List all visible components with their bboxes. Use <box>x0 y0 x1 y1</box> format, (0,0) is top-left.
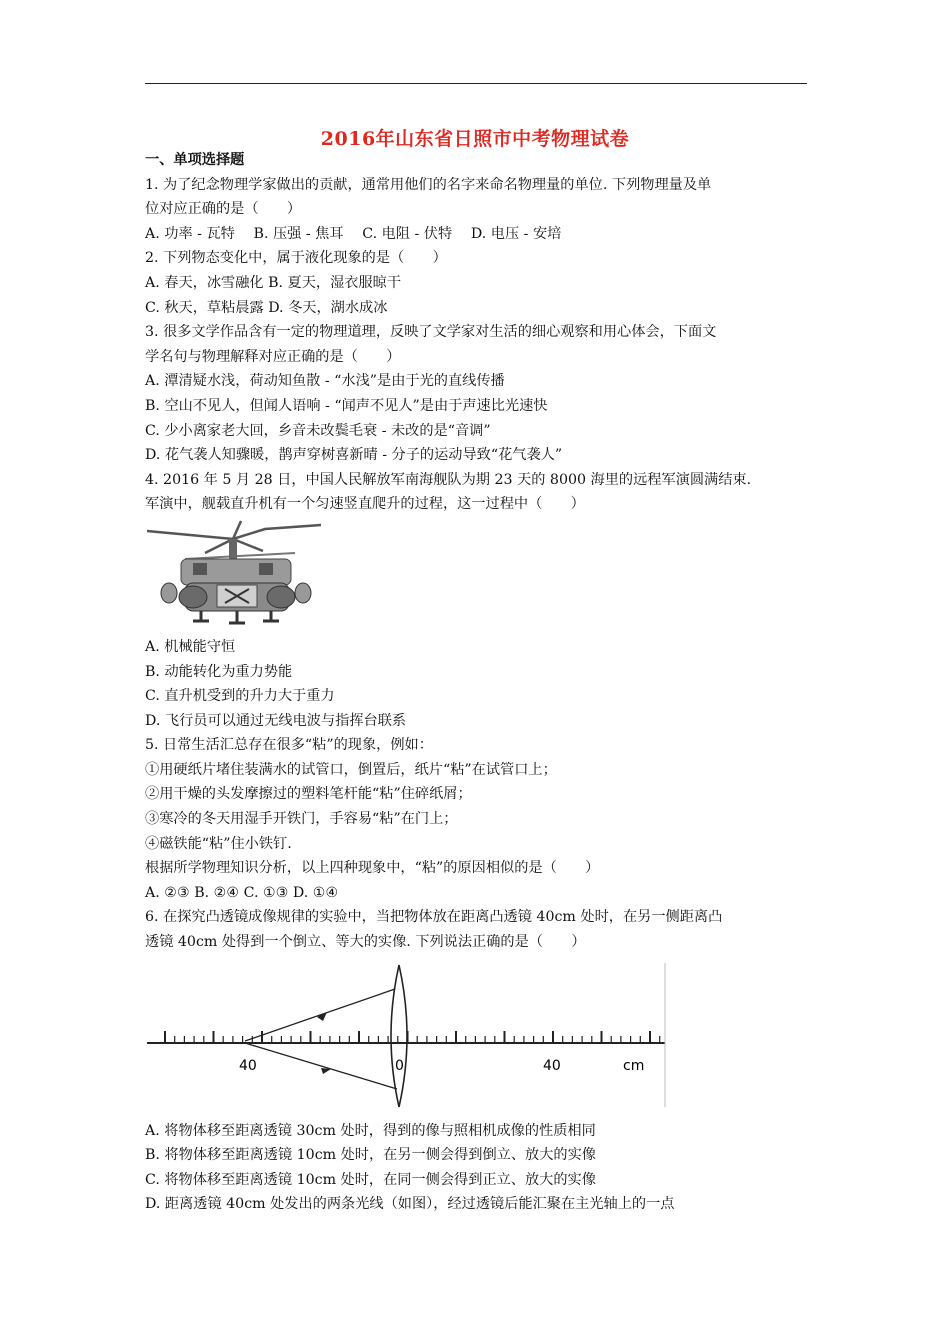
q5-options: A. ②③ B. ②④ C. ①③ D. ①④ <box>145 884 339 901</box>
q5-question: 根据所学物理知识分析，以上四种现象中，“粘”的原因相似的是（ ） <box>145 860 600 877</box>
q3-option-a: A. 潭清疑水浅，荷动知鱼散 - “水浅”是由于光的直线传播 <box>145 373 505 390</box>
q6-option-b: B. 将物体移至距离透镜 10cm 处时，在另一侧会得到倒立、放大的实像 <box>145 1147 596 1164</box>
q2-stem: 2. 下列物态变化中，属于液化现象的是（ ） <box>145 250 447 267</box>
convex-lens <box>391 965 407 1107</box>
exam-body <box>145 148 815 1217</box>
q3-option-c: C. 少小离家老大回，乡音未改鬓毛衰 - 未改的是“音调” <box>145 422 491 439</box>
q5-item-2: ②用干燥的头发摩擦过的塑料笔杆能“粘”住碎纸屑； <box>145 786 472 803</box>
helicopter-figure <box>145 519 325 627</box>
section-heading: 一、单项选择题 <box>145 152 245 168</box>
label-center-0: 0 <box>395 1057 404 1074</box>
label-left-40: 40 <box>239 1057 257 1074</box>
q4-stem-line2: 军演中，舰载直升机有一个匀速竖直爬升的过程，这一过程中（ ） <box>145 496 585 513</box>
q6-stem-line2: 透镜 40cm 处得到一个倒立、等大的实像. 下列说法正确的是（ ） <box>145 934 586 951</box>
q4-option-b: B. 动能转化为重力势能 <box>145 663 293 680</box>
q3-stem-line2: 学名句与物理解释对应正确的是（ ） <box>145 348 401 365</box>
q6-option-d: D. 距离透镜 40cm 处发出的两条光线（如图），经过透镜后能汇聚在主光轴上的一点 <box>145 1196 675 1213</box>
page-title: 2016年山东省日照市中考物理试卷 <box>320 128 630 150</box>
question-3 <box>145 320 815 468</box>
question-6 <box>145 905 815 1217</box>
q1-stem-line2: 位对应正确的是（ ） <box>145 201 302 218</box>
q3-option-b: B. 空山不见人，但闻人语响 - “闻声不见人”是由于声速比光速快 <box>145 397 548 414</box>
q2-options-cd: C. 秋天，草粘晨露 D. 冬天，湖水成冰 <box>145 299 388 316</box>
q6-option-a: A. 将物体移至距离透镜 30cm 处时，得到的像与照相机成像的性质相同 <box>145 1122 596 1139</box>
q4-option-d: D. 飞行员可以通过无线电波与指挥台联系 <box>145 712 407 729</box>
q5-item-4: ④磁铁能“粘”住小铁钉. <box>145 835 292 852</box>
ray-upper <box>245 989 395 1041</box>
header-rule <box>145 83 807 84</box>
q3-option-d: D. 花气袭人知骤暖，鹊声穿树喜新晴 - 分子的运动导致“花气袭人” <box>145 447 563 464</box>
q4-option-c: C. 直升机受到的升力大于重力 <box>145 688 335 705</box>
q4-stem-line1: 4. 2016 年 5 月 28 日，中国人民解放军南海舰队为期 23 天的 8000 海里的远程军演圆满结束. <box>145 471 752 488</box>
q5-item-1: ①用硬纸片堵住装满水的试管口，倒置后，纸片“粘”在试管口上； <box>145 761 557 778</box>
q4-option-a: A. 机械能守恒 <box>145 638 236 655</box>
question-4 <box>145 468 815 734</box>
q1-options: A. 功率 - 瓦特 B. 压强 - 焦耳 C. 电阻 - 伏特 D. 电压 - 安培 <box>145 225 562 242</box>
question-5 <box>145 733 815 905</box>
scale-ticks <box>165 1031 660 1043</box>
label-unit-cm: cm <box>623 1057 645 1074</box>
q6-option-c: C. 将物体移至距离透镜 10cm 处时，在同一侧会得到正立、放大的实像 <box>145 1171 596 1188</box>
q2-options-ab: A. 春天，冰雪融化 B. 夏天，湿衣服晾干 <box>145 274 402 291</box>
question-1 <box>145 173 815 247</box>
q6-stem-line1: 6. 在探究凸透镜成像规律的实验中，当把物体放在距离凸透镜 40cm 处时，在另一侧距离凸 <box>145 909 723 926</box>
question-2 <box>145 246 815 320</box>
q5-stem: 5. 日常生活汇总存在很多“粘”的现象，例如： <box>145 737 433 754</box>
lens-figure <box>145 961 670 1109</box>
q1-stem-line1: 1. 为了纪念物理学家做出的贡献，通常用他们的名字来命名物理量的单位. 下列物理量及单 <box>145 176 712 193</box>
ray-lower <box>245 1043 397 1089</box>
q3-stem-line1: 3. 很多文学作品含有一定的物理道理，反映了文学家对生活的细心观察和用心体会，下面文 <box>145 324 717 341</box>
label-right-40: 40 <box>543 1057 561 1074</box>
q5-item-3: ③寒冷的冬天用湿手开铁门，手容易“粘”在门上； <box>145 811 458 828</box>
